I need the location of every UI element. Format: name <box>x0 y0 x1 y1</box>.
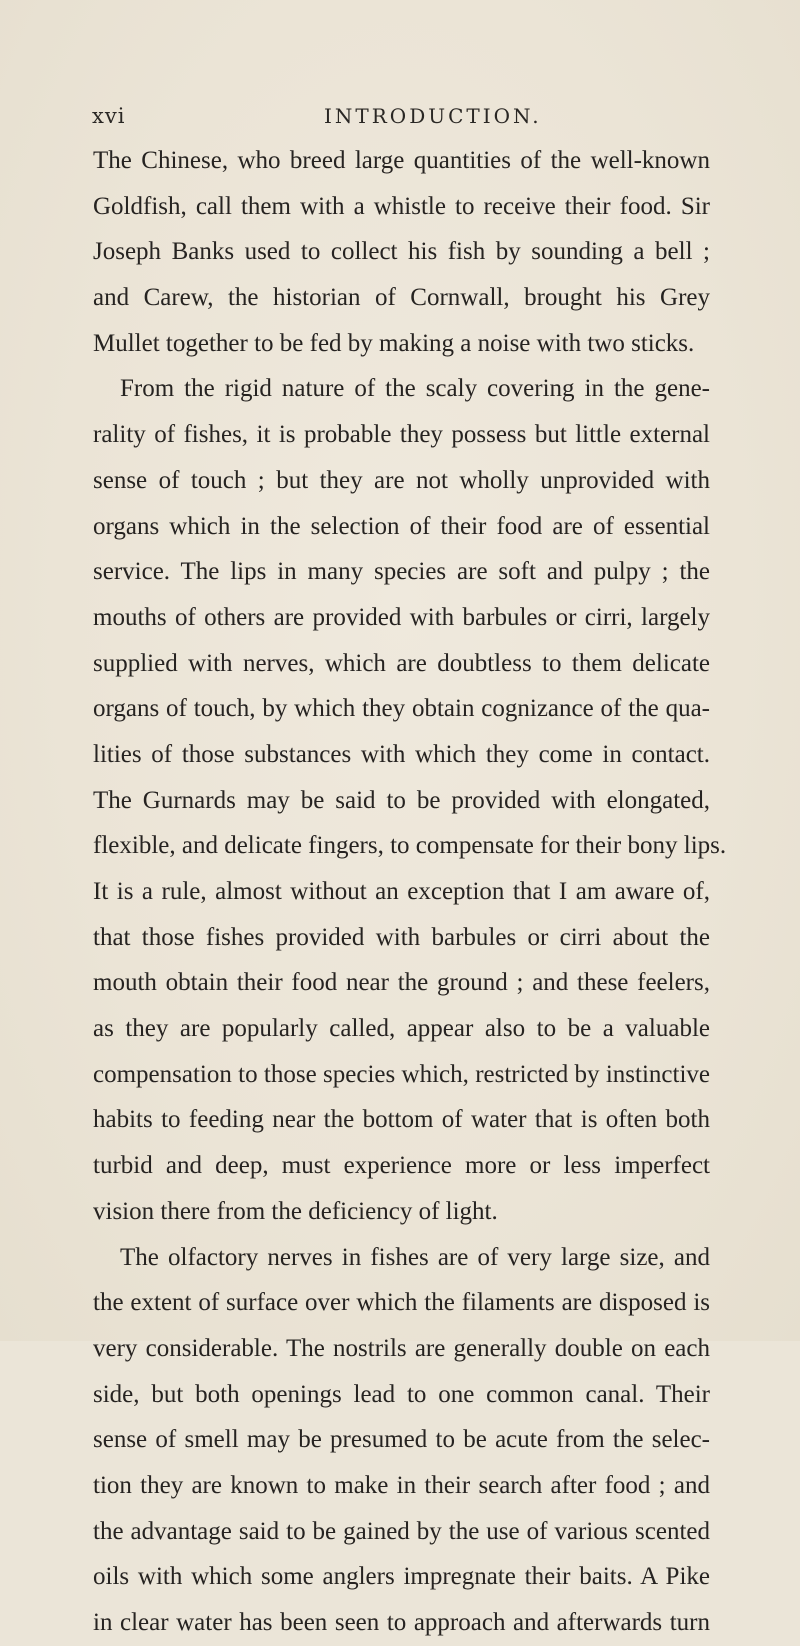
text-line: sense of smell may be presumed to be acute from the selec- <box>93 1426 710 1454</box>
text-line: the advantage said to be gained by the use of various scented <box>93 1517 710 1545</box>
text-line: turbid and deep, must experience more or less imperfect <box>93 1152 710 1180</box>
text-line: It is a rule, almost without an exception that I am aware of, <box>93 878 710 905</box>
text-line: and Carew, the historian of Cornwall, brought his Grey <box>93 284 710 312</box>
text-line: as they are popularly called, appear also to be a valuable <box>93 1015 710 1043</box>
body-text <box>93 138 727 1646</box>
text-line: mouth obtain their food near the ground ; and these feelers, <box>93 969 710 997</box>
text-line: mouths of others are provided with barbules or cirri, largely <box>93 603 710 631</box>
text-line: organs of touch, by which they obtain cognizance of the qua- <box>93 695 710 723</box>
text-line: lities of those substances with which they come in contact. <box>93 740 710 768</box>
text-line: supplied with nerves, which are doubtless to them delicate <box>93 649 710 677</box>
text-line: sense of touch ; but they are not wholly unprovided with <box>93 466 710 494</box>
text-line: in clear water has been seen to approach and afterwards turn <box>93 1609 710 1636</box>
text-line: From the rigid nature of the scaly covering in the gene- <box>120 375 710 403</box>
text-line: Joseph Banks used to collect his fish by sounding a bell ; <box>93 238 710 266</box>
text-line: service. The lips in many species are soft and pulpy ; the <box>93 558 710 586</box>
text-line: rality of fishes, it is probable they possess but little external <box>93 421 710 449</box>
text-line: tion they are known to make in their search after food ; and <box>93 1471 710 1499</box>
text-line: compensation to those species which, restricted by instinctive <box>93 1060 710 1088</box>
text-line: flexible, and delicate fingers, to compensate for their bony lips. <box>93 832 727 860</box>
text-line: The Gurnards may be said to be provided with elongated, <box>93 786 710 814</box>
text-line: The olfactory nerves in fishes are of very large size, and <box>120 1243 710 1271</box>
text-line: vision there from the deficiency of light. <box>93 1197 498 1225</box>
text-line: Mullet together to be fed by making a noise with two sticks. <box>93 329 695 357</box>
text-line: the extent of surface over which the filaments are disposed is <box>93 1289 710 1317</box>
text-line: very considerable. The nostrils are generally double on each <box>93 1334 710 1362</box>
chapter-title: INTRODUCTION. <box>324 104 542 128</box>
text-line: Goldfish, call them with a whistle to receive their food. Sir <box>93 192 710 220</box>
text-line: side, but both openings lead to one common canal. Their <box>93 1380 710 1408</box>
page-number: xvi <box>92 104 126 128</box>
text-line: habits to feeding near the bottom of water that is often both <box>93 1106 710 1134</box>
text-line: The Chinese, who breed large quantities of the well-known <box>93 147 710 174</box>
text-line: oils with which some anglers impregnate their baits. A Pike <box>93 1563 710 1591</box>
text-line: that those fishes provided with barbules or cirri about the <box>93 923 710 951</box>
text-line: organs which in the selection of their food are of essential <box>93 512 710 540</box>
